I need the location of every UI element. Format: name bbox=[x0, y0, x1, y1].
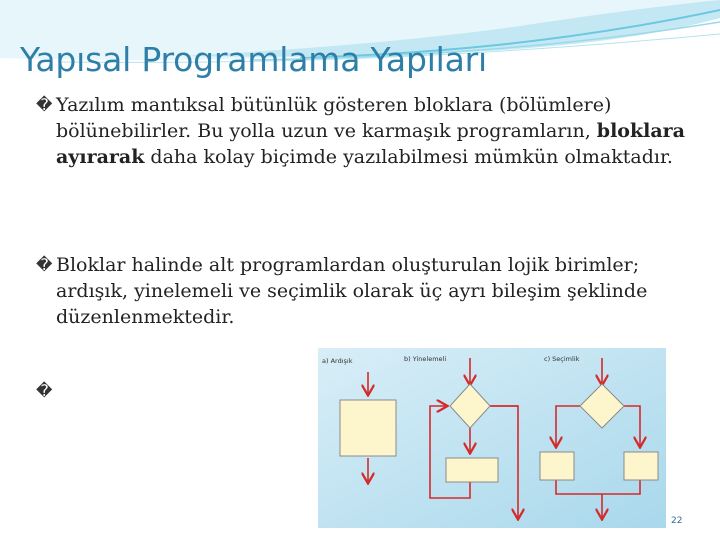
slide-title: Yapısal Programlama Yapıları bbox=[20, 40, 487, 79]
sel-block-left bbox=[540, 452, 574, 480]
bullet-marker-icon: � bbox=[36, 95, 53, 114]
bullet-1-text: Yazılım mantıksal bütünlük gösteren bloklara (bölümlere) bölünebilirler. Bu yolla uzun ve karmaşık programların, bloklara ayırarak daha kolay biçimde yazılabilmesi mümkün olmaktadır. bbox=[56, 94, 685, 168]
label-sequential: a) Ardışık bbox=[322, 357, 353, 365]
iter-block bbox=[446, 458, 498, 482]
sel-block-right bbox=[624, 452, 658, 480]
bullet-2 bbox=[36, 252, 686, 330]
label-selective: c) Seçimlik bbox=[544, 355, 580, 363]
flow-structures-diagram bbox=[318, 348, 666, 528]
bullet-1 bbox=[36, 92, 686, 170]
label-iterative: b) Yinelemeli bbox=[404, 355, 447, 363]
bullet-marker-icon: � bbox=[36, 381, 53, 400]
bullet-2-text: Bloklar halinde alt programlardan oluşturulan lojik birimler; ardışık, yinelemeli ve seçimlik olarak üç ayrı bileşim şeklinde düzenlenmektedir. bbox=[56, 254, 648, 328]
seq-block bbox=[340, 400, 396, 456]
page-number: 22 bbox=[671, 516, 683, 526]
bullet-marker-icon: � bbox=[36, 255, 53, 274]
